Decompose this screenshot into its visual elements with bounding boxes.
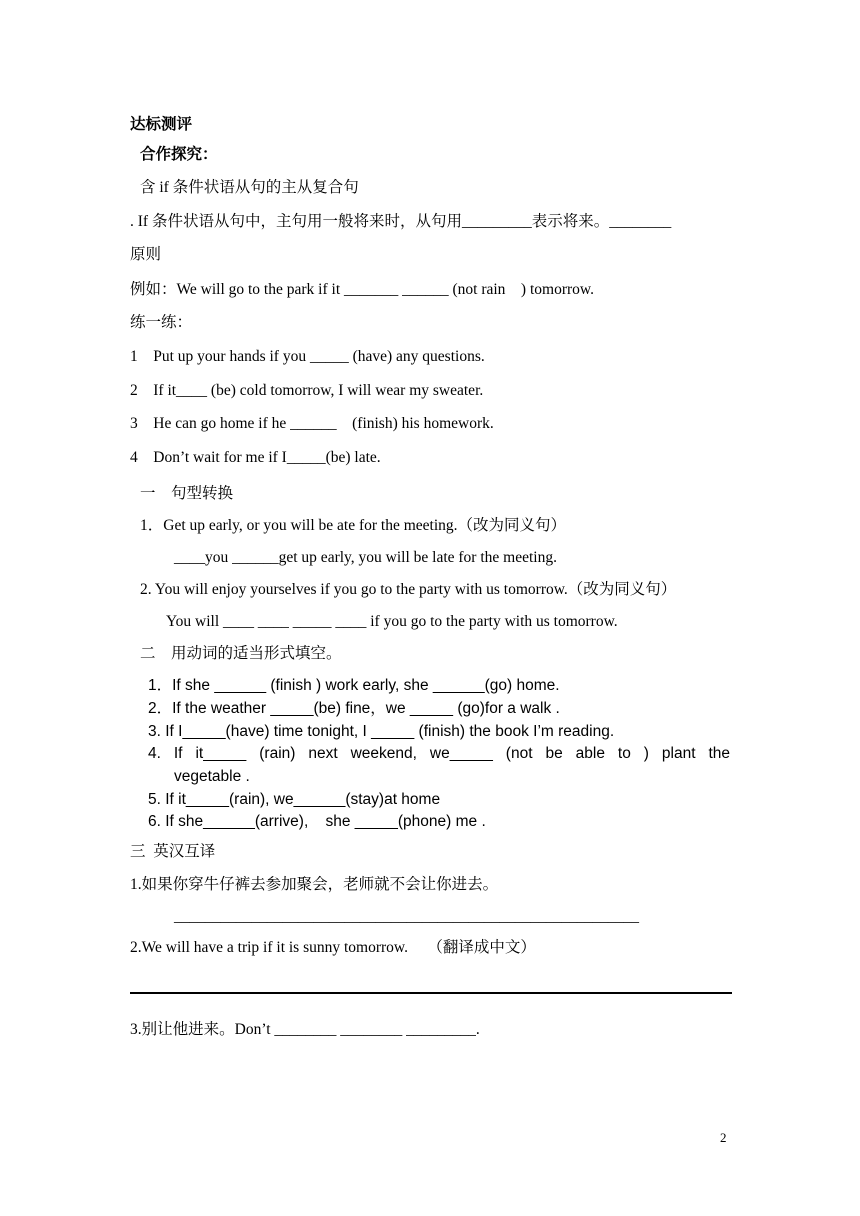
page-number: 2 bbox=[720, 1130, 727, 1145]
rule-line-1: . If 条件状语从句中，主句用一般将来时，从句用_________表示将来。________ bbox=[130, 213, 672, 230]
part3-answer-line-1: ____________________________________________________________ bbox=[174, 908, 639, 925]
part2-item-continued: vegetable . bbox=[174, 768, 250, 785]
part1-heading: 一 句型转换 bbox=[140, 485, 234, 502]
part2-item: 1．If she ______ (finish ) work early, she ______(go) home. bbox=[148, 677, 560, 694]
part1-question-1: 1．Get up early, or you will be ate for the meeting.（改为同义句） bbox=[140, 517, 567, 534]
part1-answer-1: ____you ______get up early, you will be late for the meeting. bbox=[174, 549, 557, 566]
part2-item: 3. If I_____(have) time tonight, I _____ (finish) the book I’m reading. bbox=[148, 723, 615, 740]
practice-heading: 练一练： bbox=[130, 314, 193, 331]
grammar-topic: 含 if 条件状语从句的主从复合句 bbox=[140, 179, 359, 196]
part2-item: 2．If the weather _____(be) fine，we _____ (go)for a walk . bbox=[148, 700, 560, 717]
part3-question-1: 1.如果你穿牛仔裤去参加聚会，老师就不会让你进去。 bbox=[130, 876, 499, 893]
part3-question-3: 3.别让他进来。Don’t ________ ________ _________. bbox=[130, 1021, 480, 1038]
part2-item: 5. If it_____(rain), we______(stay)at home bbox=[148, 791, 441, 808]
part3-question-2: 2.We will have a trip if it is sunny tomorrow. （翻译成中文） bbox=[130, 939, 536, 956]
practice-item: 1 Put up your hands if you _____ (have) any questions. bbox=[130, 348, 485, 365]
part3-heading: 三 英汉互译 bbox=[130, 843, 216, 860]
answer-rule-line bbox=[130, 992, 732, 994]
part1-question-2: 2. You will enjoy yourselves if you go to the party with us tomorrow.（改为同义句） bbox=[140, 581, 677, 598]
section-title: 达标测评 bbox=[130, 116, 193, 133]
example-sentence: 例如：We will go to the park if it _______ ______ (not rain ) tomorrow. bbox=[130, 281, 594, 298]
rule-line-2: 原则 bbox=[130, 246, 162, 263]
practice-item: 4 Don’t wait for me if I_____(be) late. bbox=[130, 449, 381, 466]
part2-item: 6. If she______(arrive), she _____(phone) me . bbox=[148, 813, 486, 830]
part2-item: 4. If it_____ (rain) next weekend, we_____ (not be able to ) plant the bbox=[148, 745, 730, 762]
part1-answer-2: You will ____ ____ _____ ____ if you go to the party with us tomorrow. bbox=[166, 613, 618, 630]
coop-heading: 合作探究： bbox=[140, 146, 218, 163]
part2-heading: 二 用动词的适当形式填空。 bbox=[140, 645, 342, 662]
practice-item: 2 If it____ (be) cold tomorrow, I will wear my sweater. bbox=[130, 382, 484, 399]
practice-item: 3 He can go home if he ______ (finish) his homework. bbox=[130, 415, 494, 432]
